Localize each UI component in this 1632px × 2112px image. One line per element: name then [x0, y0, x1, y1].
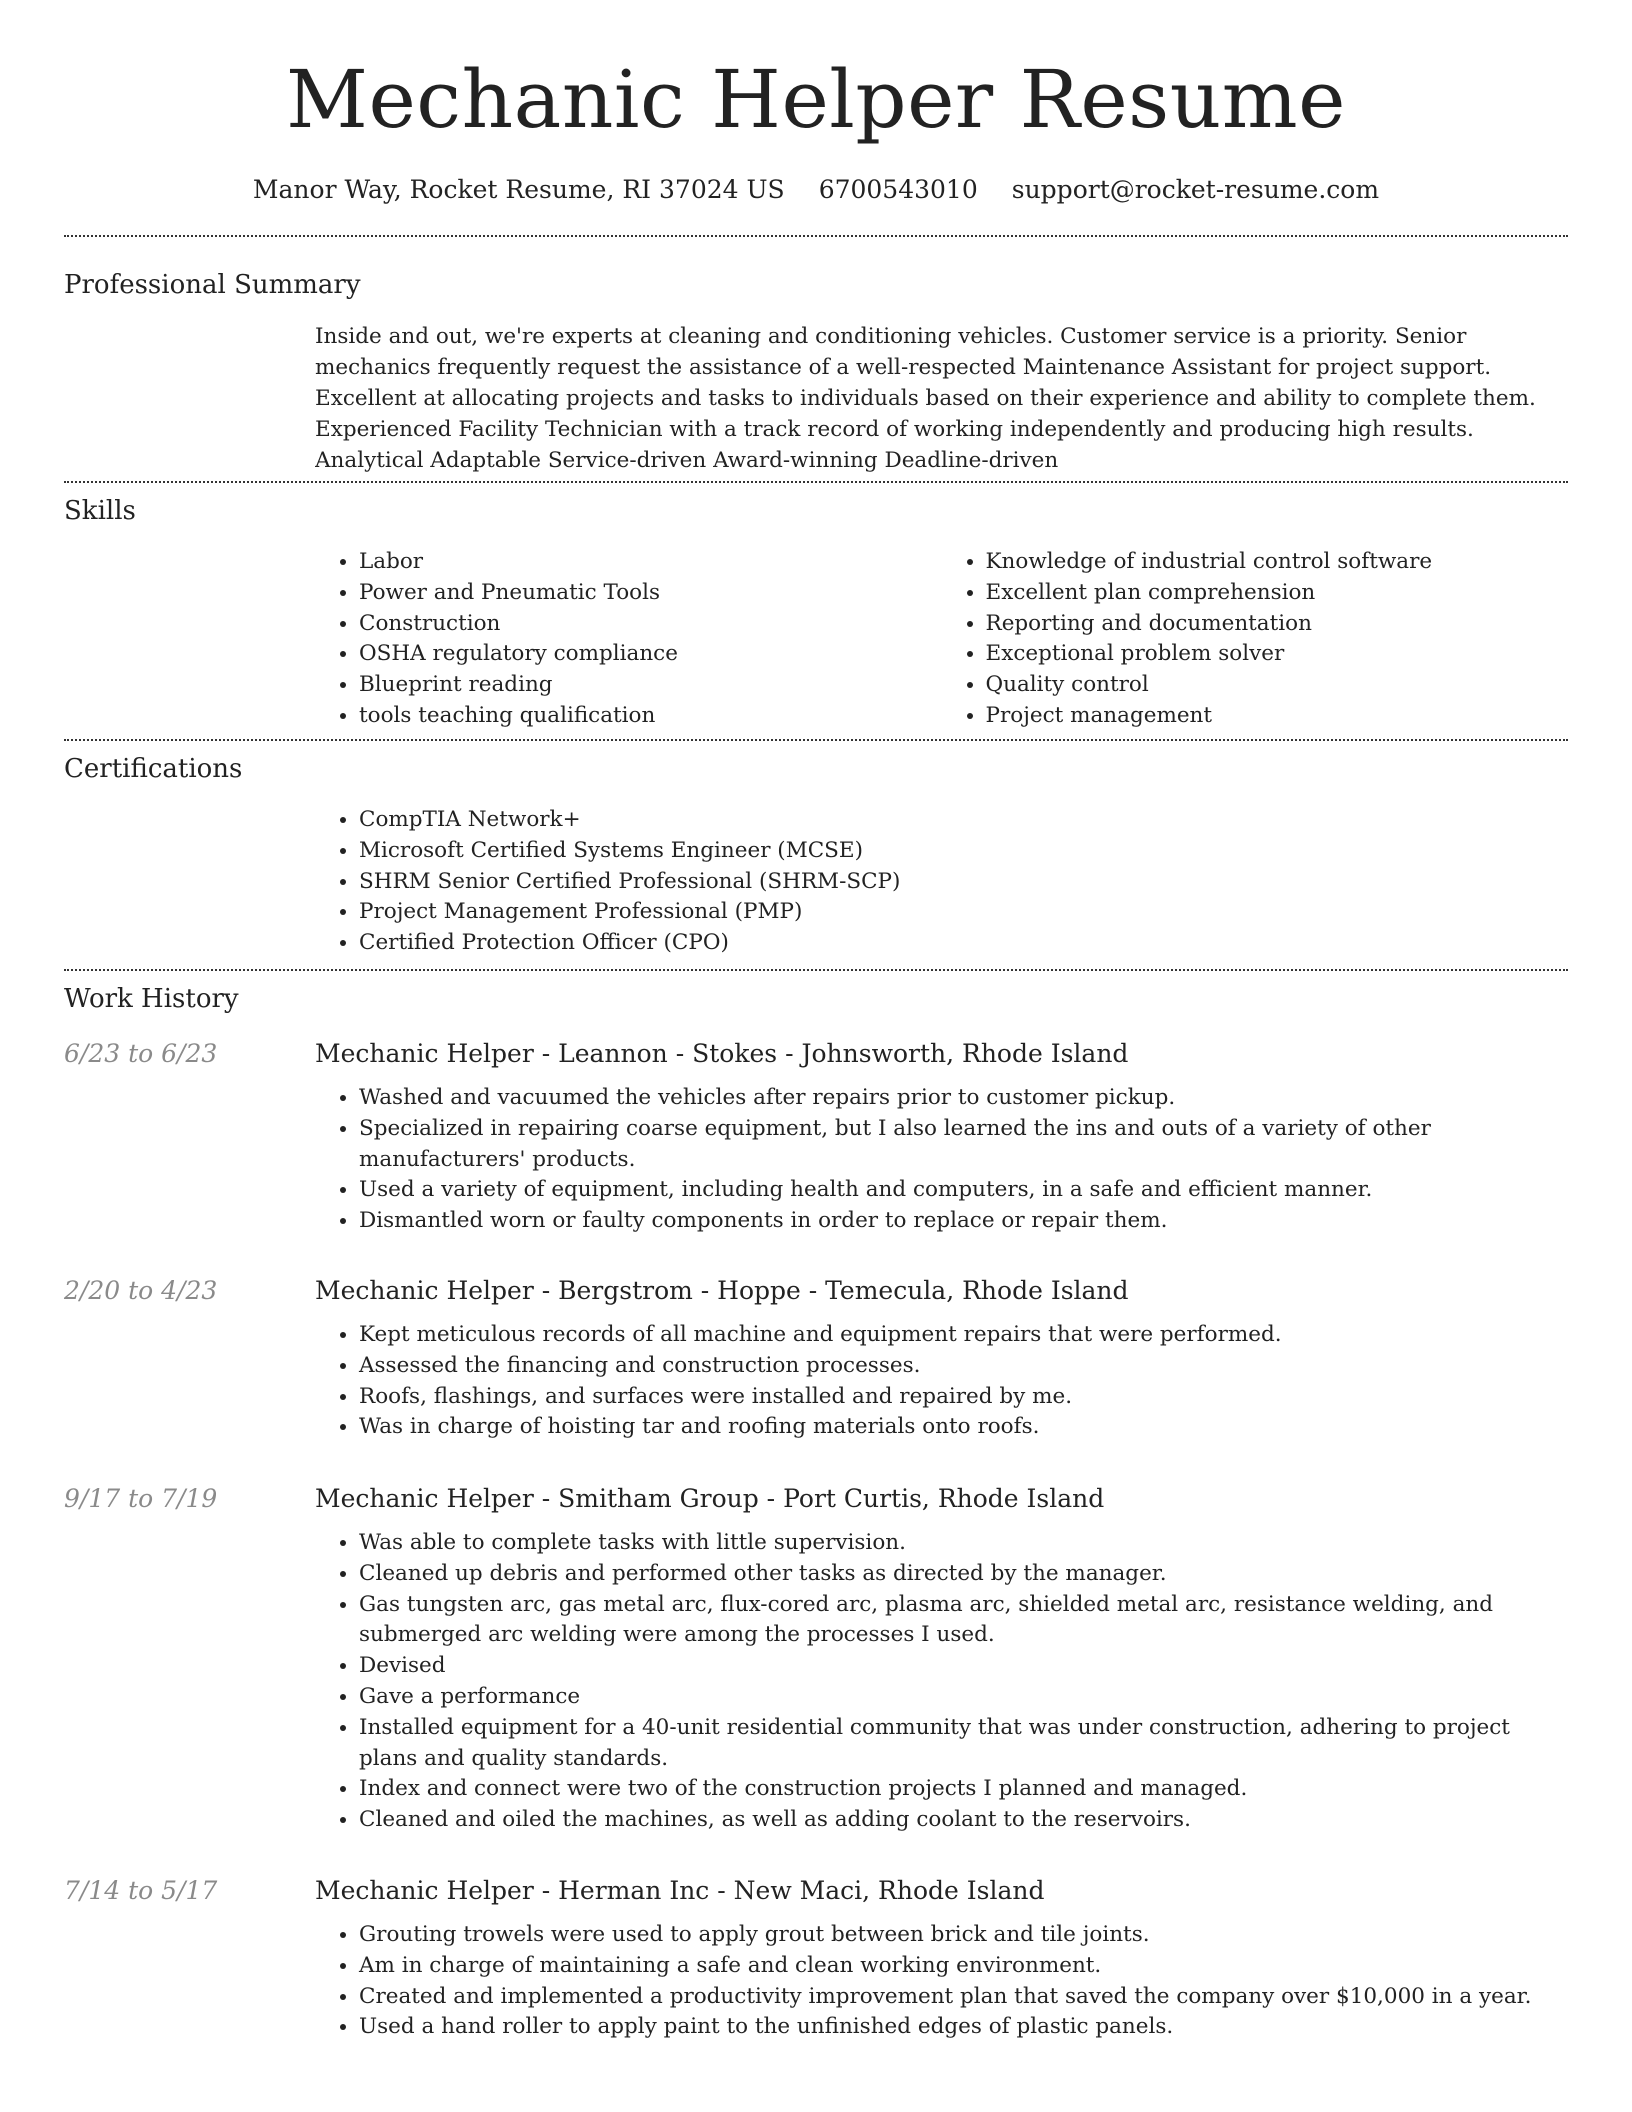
certification-item: • CompTIA Network+ — [359, 805, 1568, 836]
job-bullet: • Used a hand roller to apply paint to the unfinished edges of plastic panels. — [359, 2012, 1568, 2043]
job-entry — [64, 1874, 1568, 2043]
job-bullet: • Was in charge of hoisting tar and roofing materials onto roofs. — [359, 1412, 1568, 1443]
skill-item: • Excellent plan comprehension — [986, 578, 1569, 609]
certifications-section — [64, 741, 1568, 967]
job-bullet: • Installed equipment for a 40-unit residential community that was under construction, adhering to project plans and quality standards. — [359, 1713, 1568, 1775]
certifications-list — [315, 805, 1568, 967]
job-bullet: • Assessed the financing and construction processes. — [359, 1351, 1568, 1382]
resume-title: Mechanic Helper Resume — [286, 53, 1346, 146]
contact-line — [64, 172, 1568, 208]
job-bullet: • Kept meticulous records of all machine and equipment repairs that were performed. — [359, 1320, 1568, 1351]
job-dates: 7/14 to 5/17 — [64, 1876, 218, 1905]
job-entry — [64, 1482, 1568, 1874]
job-bullet: • Grouting trowels were used to apply grout between brick and tile joints. — [359, 1920, 1568, 1951]
skill-item: • Exceptional problem solver — [986, 639, 1569, 670]
section-title-summary: Professional Summary — [64, 270, 361, 300]
section-title-certifications: Certifications — [64, 754, 243, 784]
certification-item: • SHRM Senior Certified Professional (SHRM-SCP) — [359, 867, 1568, 898]
job-bullet: • Index and connect were two of the construction projects I planned and managed. — [359, 1774, 1568, 1805]
summary-section — [64, 237, 1568, 476]
job-bullet: • Specialized in repairing coarse equipment, but I also learned the ins and outs of a variety of other manufacturers' products. — [359, 1114, 1568, 1176]
certification-item: • Certified Protection Officer (CPO) — [359, 928, 1568, 959]
skill-item: • Blueprint reading — [359, 670, 942, 701]
skill-item: • tools teaching qualification — [359, 701, 942, 732]
job-bullet: • Was able to complete tasks with little supervision. — [359, 1528, 1568, 1559]
skill-item: • Construction — [359, 609, 942, 640]
job-title: Mechanic Helper - Smitham Group - Port Curtis, Rhode Island — [315, 1484, 1105, 1513]
job-title: Mechanic Helper - Bergstrom - Hoppe - Temecula, Rhode Island — [315, 1276, 1129, 1305]
job-bullet: • Cleaned and oiled the machines, as well as adding coolant to the reservoirs. — [359, 1805, 1568, 1836]
job-bullet: • Used a variety of equipment, including health and computers, in a safe and efficient manner. — [359, 1175, 1568, 1206]
job-dates: 9/17 to 7/19 — [64, 1484, 218, 1513]
job-bullet: • Gave a performance — [359, 1682, 1568, 1713]
skill-item: • Power and Pneumatic Tools — [359, 578, 942, 609]
section-title-skills: Skills — [64, 496, 136, 526]
job-entry — [64, 1274, 1568, 1482]
job-bullet: • Cleaned up debris and performed other tasks as directed by the manager. — [359, 1559, 1568, 1590]
address: Manor Way, Rocket Resume, RI 37024 US — [252, 175, 785, 204]
skill-item: • Quality control — [986, 670, 1569, 701]
job-bullets — [315, 1083, 1568, 1237]
skill-item: • Project management — [986, 701, 1569, 732]
skills-column-left — [315, 547, 942, 737]
work-history-section — [64, 971, 1568, 2043]
phone: 6700543010 — [818, 175, 978, 204]
job-bullet: • Created and implemented a productivity improvement plan that saved the company over $10,000 in a year. — [359, 1982, 1568, 2013]
resume-page — [64, 0, 1568, 2043]
job-bullet: • Devised — [359, 1651, 1568, 1682]
job-bullet: • Dismantled worn or faulty components in order to replace or repair them. — [359, 1206, 1568, 1237]
job-entry — [64, 1037, 1568, 1274]
job-bullet: • Roofs, flashings, and surfaces were installed and repaired by me. — [359, 1382, 1568, 1413]
email-link[interactable]: support@rocket-resume.com — [1011, 175, 1380, 204]
job-bullets — [315, 1920, 1568, 2043]
certification-item: • Microsoft Certified Systems Engineer (MCSE) — [359, 836, 1568, 867]
job-dates: 2/20 to 4/23 — [64, 1276, 218, 1305]
job-dates: 6/23 to 6/23 — [64, 1039, 218, 1068]
section-title-work-history: Work History — [64, 984, 239, 1014]
job-title: Mechanic Helper - Leannon - Stokes - Johnsworth, Rhode Island — [315, 1039, 1129, 1068]
skills-list — [315, 547, 1568, 737]
job-bullet: • Washed and vacuumed the vehicles after repairs prior to customer pickup. — [359, 1083, 1568, 1114]
job-title: Mechanic Helper - Herman Inc - New Maci, Rhode Island — [315, 1876, 1045, 1905]
certification-item: • Project Management Professional (PMP) — [359, 897, 1568, 928]
skill-item: • Knowledge of industrial control software — [986, 547, 1569, 578]
skill-item: • Labor — [359, 547, 942, 578]
job-bullet: • Gas tungsten arc, gas metal arc, flux-cored arc, plasma arc, shielded metal arc, resistance welding, and submerged arc welding were among the processes I used. — [359, 1590, 1568, 1652]
job-bullet: • Am in charge of maintaining a safe and clean working environment. — [359, 1951, 1568, 1982]
resume-header — [64, 0, 1568, 208]
skill-item: • Reporting and documentation — [986, 609, 1569, 640]
skills-section — [64, 483, 1568, 737]
job-bullets — [315, 1528, 1568, 1836]
summary-text: Inside and out, we're experts at cleaning and conditioning vehicles. Customer service is a priority. Senior mechanics frequently request the assistance of a well-respected Maintenance Assistant for project support. Excellent at allocating projects and tasks to individuals based on their experience and ability to complete them. Experienced Facility Technician with a track record of working independently and producing high results. Analytical Adaptable Service-driven Award-winning Deadline-driven — [315, 324, 1536, 473]
skills-column-right — [942, 547, 1569, 737]
job-bullets — [315, 1320, 1568, 1443]
skill-item: • OSHA regulatory compliance — [359, 639, 942, 670]
